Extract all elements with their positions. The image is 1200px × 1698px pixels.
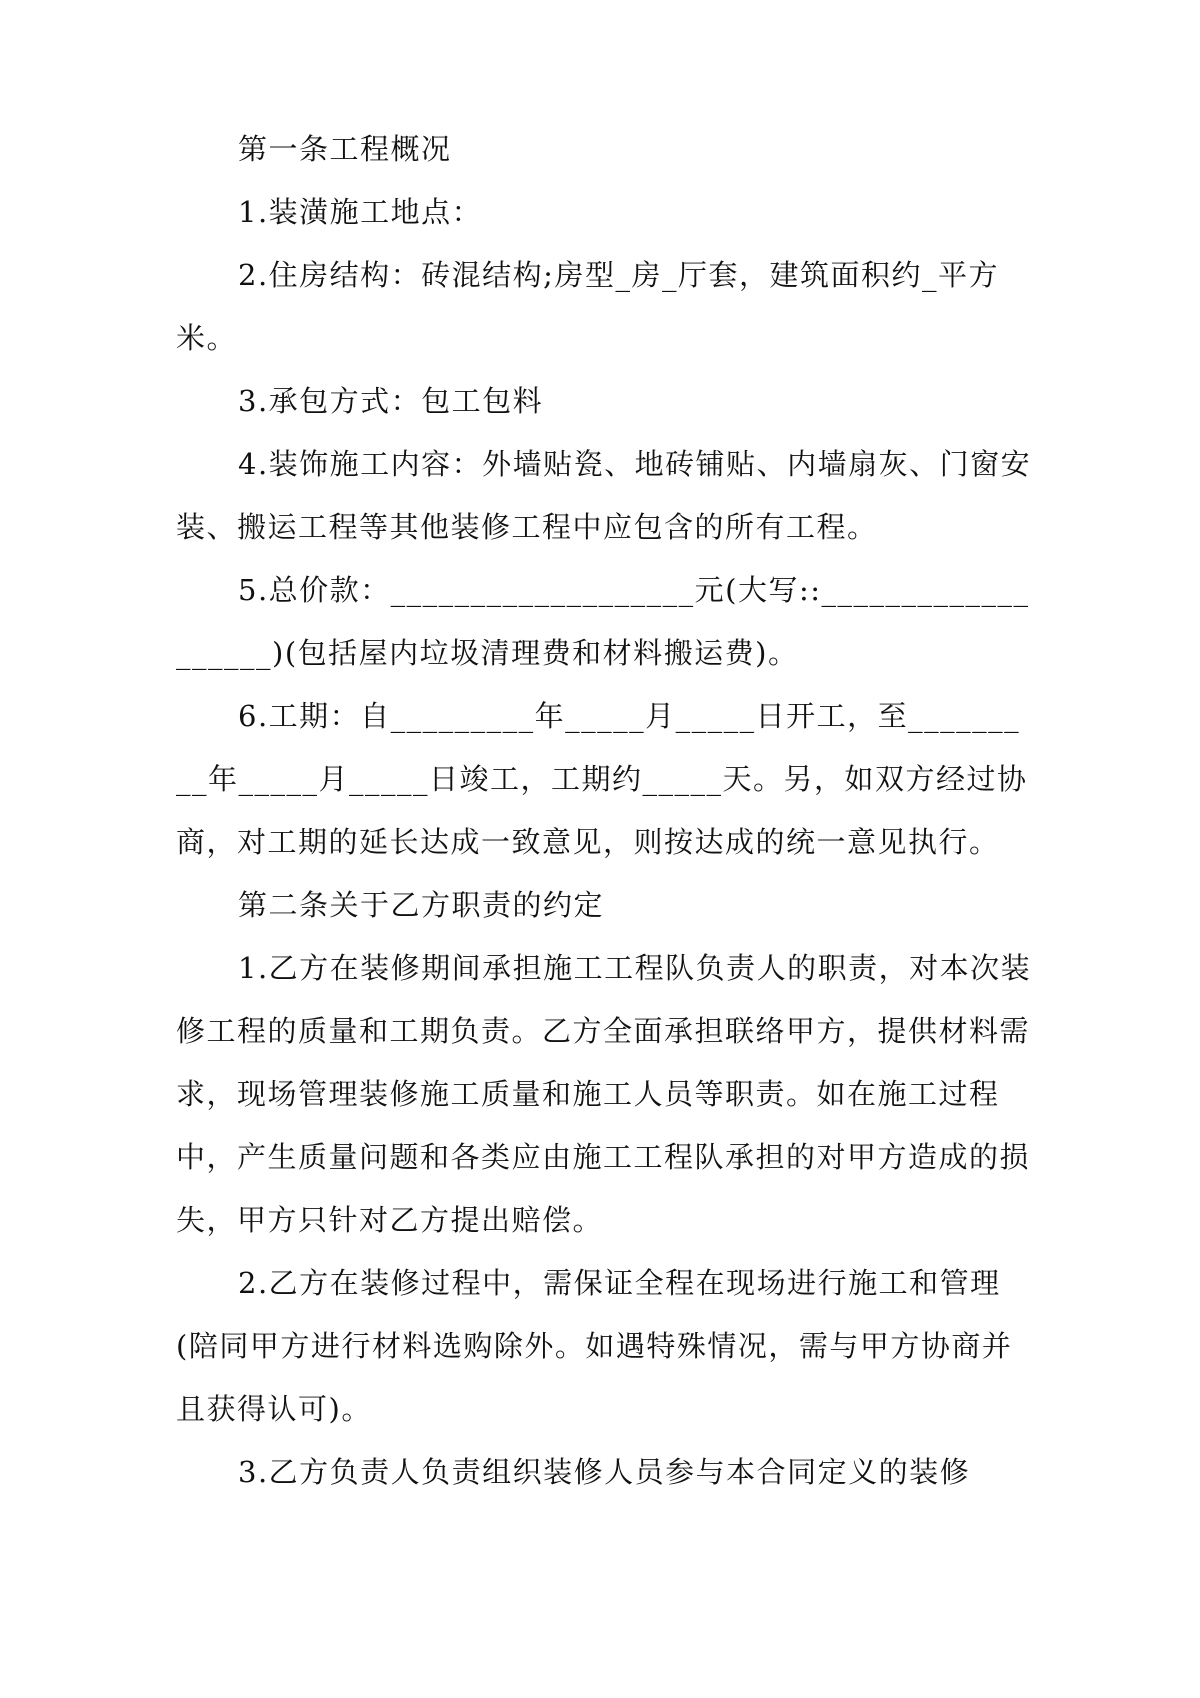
- section-heading-1: 第一条工程概况: [238, 132, 452, 166]
- clause-decoration-content: 4.装饰施工内容：外墙贴瓷、地砖铺贴、内墙扇灰、门窗安装、搬运工程等其他装修工程中应包含的所有工程。: [176, 447, 1032, 544]
- document-body: [176, 118, 1036, 1504]
- clause-total-price: 5.总价款：___________________元(大写::___________________)(包括屋内垃圾清理费和材料搬运费)。: [176, 573, 1030, 670]
- clause-party-b-responsibility: 1.乙方在装修期间承担施工工程队负责人的职责，对本次装修工程的质量和工期负责。乙方全面承担联络甲方，提供材料需求，现场管理装修施工质量和施工人员等职责。如在施工过程中，产生质量问题和各类应由施工工程队承担的对甲方造成的损失，甲方只针对乙方提出赔偿。: [176, 951, 1032, 1237]
- clause-onsite-management: 2.乙方在装修过程中，需保证全程在现场进行施工和管理(陪同甲方进行材料选购除外。如遇特殊情况，需与甲方协商并且获得认可)。: [176, 1266, 1013, 1426]
- clause-construction-period: 6.工期：自_________年_____月_____日开工，至_________年_____月_____日竣工，工期约_____天。另，如双方经过协商，对工期的延长达成一致意见，则按达成的统一意见执行。: [176, 699, 1028, 859]
- clause-contract-method: 3.承包方式：包工包料: [238, 384, 544, 418]
- clause-construction-site: 1.装潢施工地点：: [238, 195, 483, 229]
- clause-organize-workers: 3.乙方负责人负责组织装修人员参与本合同定义的装修: [238, 1455, 971, 1489]
- clause-housing-structure: 2.住房结构：砖混结构;房型_房_厅套，建筑面积约_平方米。: [176, 258, 999, 355]
- section-heading-2: 第二条关于乙方职责的约定: [238, 888, 605, 922]
